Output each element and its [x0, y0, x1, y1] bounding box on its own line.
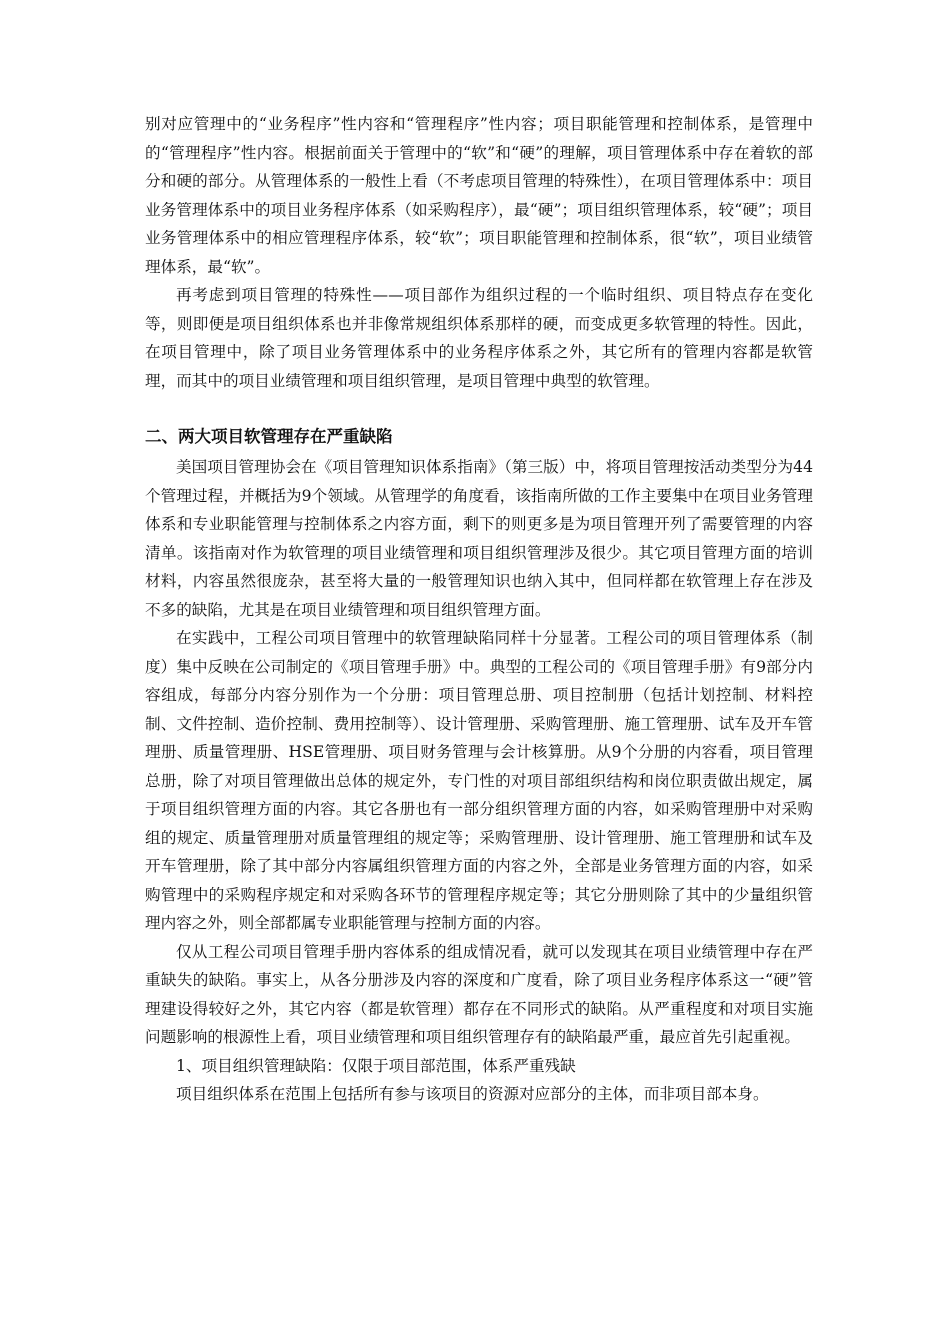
- document-body: [145, 110, 813, 1109]
- body-paragraph: 再考虑到项目管理的特殊性——项目部作为组织过程的一个临时组织、项目特点存在变化等，则即便是项目组织体系也并非像常规组织体系那样的硬，而变成更多软管理的特性。因此，在项目管理中，除了项目业务管理体系中的业务程序体系之外，其它所有的管理内容都是软管理，而其中的项目业绩管理和项目组织管理，是项目管理中典型的软管理。: [145, 286, 813, 390]
- body-paragraph: 仅从工程公司项目管理手册内容体系的组成情况看，就可以发现其在项目业绩管理中存在严重缺失的缺陷。事实上，从各分册涉及内容的深度和广度看，除了项目业务程序体系这一“硬”管理建设得较好之外，其它内容（都是软管理）都存在不同形式的缺陷。从严重程度和对项目实施问题影响的根源性上看，项目业绩管理和项目组织管理存有的缺陷最严重，最应首先引起重视。: [145, 942, 813, 1046]
- body-paragraph: 别对应管理中的“业务程序”性内容和“管理程序”性内容；项目职能管理和控制体系，是管理中的“管理程序”性内容。根据前面关于管理中的“软”和“硬”的理解，项目管理体系中存在着软的部分和硬的部分。从管理体系的一般性上看（不考虑项目管理的特殊性），在项目管理体系中：项目业务管理体系中的项目业务程序体系（如采购程序），最“硬”；项目组织管理体系，较“硬”；项目业务管理体系中的相应管理程序体系，较“软”；项目职能管理和控制体系，很“软”，项目业绩管理体系，最“软”。: [145, 115, 813, 276]
- body-paragraph: 项目组织体系在范围上包括所有参与该项目的资源对应部分的主体，而非项目部本身。: [176, 1085, 769, 1103]
- body-paragraph: 美国项目管理协会在《项目管理知识体系指南》（第三版）中，将项目管理按活动类型分为44个管理过程，并概括为9个领域。从管理学的角度看，该指南所做的工作主要集中在项目业务管理体系和专业职能管理与控制体系之内容方面，剩下的则更多是为项目管理开列了需要管理的内容清单。该指南对作为软管理的项目业绩管理和项目组织管理涉及很少。其它项目管理方面的培训材料，内容虽然很庞杂，甚至将大量的一般管理知识也纳入其中，但同样都在软管理上存在涉及不多的缺陷，尤其是在项目业绩管理和项目组织管理方面。: [145, 458, 813, 619]
- section-heading: 二、两大项目软管理存在严重缺陷: [145, 427, 393, 446]
- subsection-heading: 1、项目组织管理缺陷：仅限于项目部范围，体系严重残缺: [176, 1056, 576, 1075]
- body-paragraph: 在实践中，工程公司项目管理中的软管理缺陷同样十分显著。工程公司的项目管理体系（制度）集中反映在公司制定的《项目管理手册》中。典型的工程公司的《项目管理手册》有9部分内容组成，每部分内容分别作为一个分册：项目管理总册、项目控制册（包括计划控制、材料控制、文件控制、造价控制、费用控制等）、设计管理册、采购管理册、施工管理册、试车及开车管理册、质量管理册、HSE管理册、项目财务管理与会计核算册。从9个分册的内容看，项目管理总册，除了对项目管理做出总体的规定外，专门性的对项目部组织结构和岗位职责做出规定，属于项目组织管理方面的内容。其它各册也有一部分组织管理方面的内容，如采购管理册中对采购组的规定、质量管理册对质量管理组的规定等；采购管理册、设计管理册、施工管理册和试车及开车管理册，除了其中部分内容属组织管理方面的内容之外，全部是业务管理方面的内容，如采购管理中的采购程序规定和对采购各环节的管理程序规定等；其它分册则除了其中的少量组织管理内容之外，则全部都属专业职能管理与控制方面的内容。: [145, 629, 813, 932]
